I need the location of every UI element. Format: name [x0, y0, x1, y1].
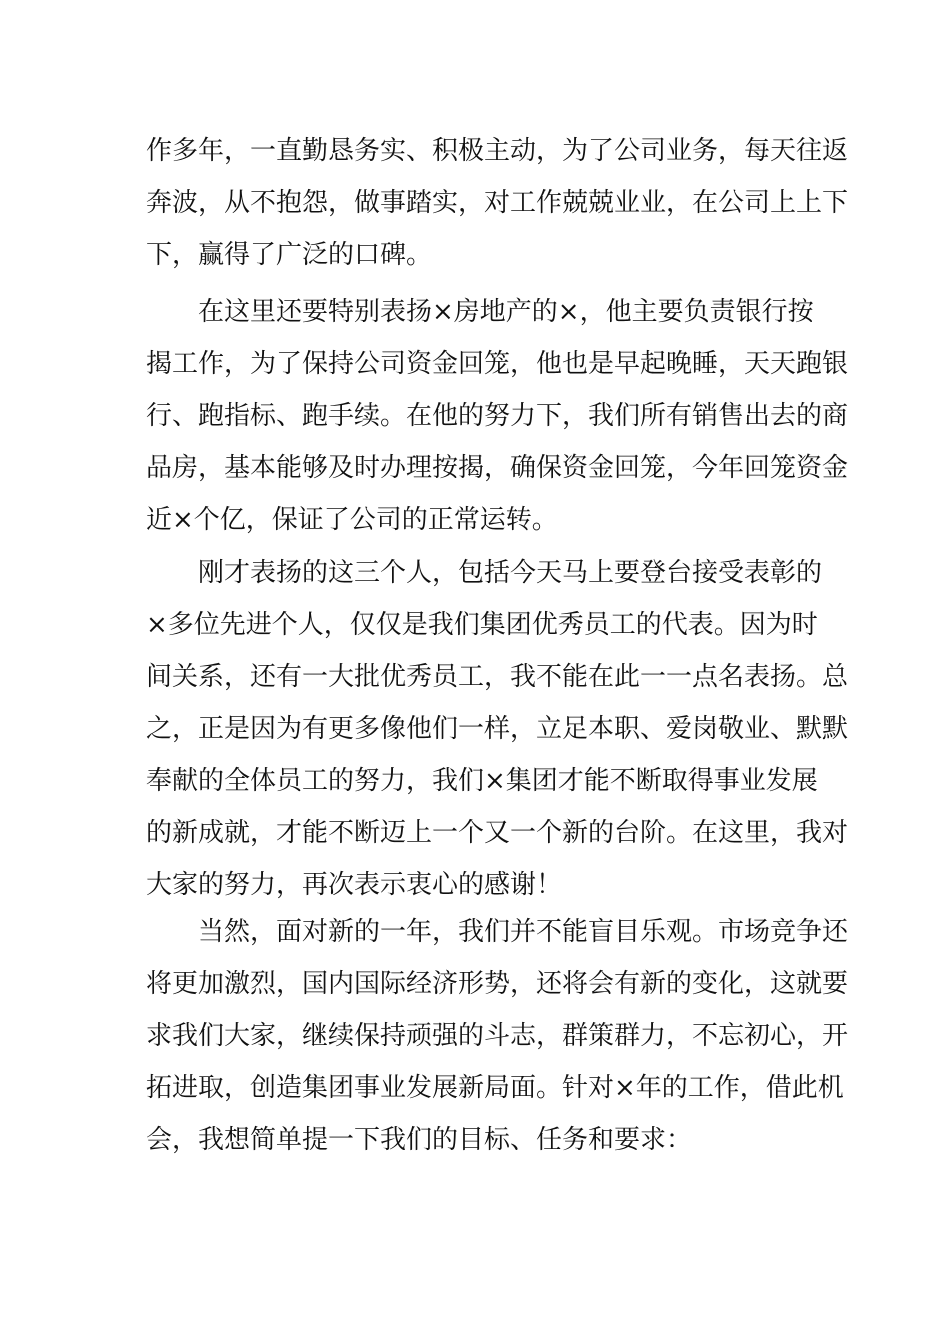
paragraph-1-line-2: 奔波，从不抱怨，做事踏实，对工作兢兢业业，在公司上上下	[146, 188, 849, 218]
paragraph-2	[146, 286, 849, 546]
paragraph-4-line-3: 求我们大家，继续保持顽强的斗志，群策群力，不忘初心，开	[146, 1021, 849, 1051]
paragraph-1	[146, 125, 849, 281]
paragraph-3-line-6: 的新成就，才能不断迈上一个又一个新的台阶。在这里，我对	[146, 818, 849, 848]
paragraph-3-line-3: 间关系，还有一大批优秀员工，我不能在此一一点名表扬。总	[146, 662, 849, 692]
paragraph-3-line-7: 大家的努力，再次表示衷心的感谢！	[146, 870, 563, 900]
paragraph-4-line-1: 当然，面对新的一年，我们并不能盲目乐观。市场竞争还	[146, 917, 849, 947]
paragraph-2-line-3: 行、跑指标、跑手续。在他的努力下，我们所有销售出去的商	[146, 401, 849, 431]
paragraph-3-line-4: 之，正是因为有更多像他们一样，立足本职、爱岗敬业、默默	[146, 714, 849, 744]
paragraph-2-line-1: 在这里还要特别表扬×房地产的×，他主要负责银行按	[146, 297, 814, 327]
paragraph-3	[146, 547, 849, 911]
paragraph-2-line-5: 近×个亿，保证了公司的正常运转。	[146, 505, 558, 535]
paragraph-1-line-3: 下，赢得了广泛的口碑。	[146, 240, 433, 270]
paragraph-3-line-2: ×多位先进个人，仅仅是我们集团优秀员工的代表。因为时	[146, 610, 818, 640]
paragraph-3-line-5: 奉献的全体员工的努力，我们×集团才能不断取得事业发展	[146, 766, 818, 796]
paragraph-4	[146, 906, 849, 1166]
paragraph-1-line-1: 作多年，一直勤恳务实、积极主动，为了公司业务，每天往返	[146, 136, 849, 166]
paragraph-4-line-5: 会，我想简单提一下我们的目标、任务和要求：	[146, 1125, 693, 1155]
paragraph-3-line-1: 刚才表扬的这三个人，包括今天马上要登台接受表彰的	[146, 558, 823, 588]
paragraph-2-line-2: 揭工作，为了保持公司资金回笼，他也是早起晚睡，天天跑银	[146, 349, 849, 379]
paragraph-4-line-2: 将更加激烈，国内国际经济形势，还将会有新的变化，这就要	[146, 969, 849, 999]
paragraph-4-line-4: 拓进取，创造集团事业发展新局面。针对×年的工作，借此机	[146, 1073, 844, 1103]
paragraph-2-line-4: 品房，基本能够及时办理按揭，确保资金回笼，今年回笼资金	[146, 453, 849, 483]
